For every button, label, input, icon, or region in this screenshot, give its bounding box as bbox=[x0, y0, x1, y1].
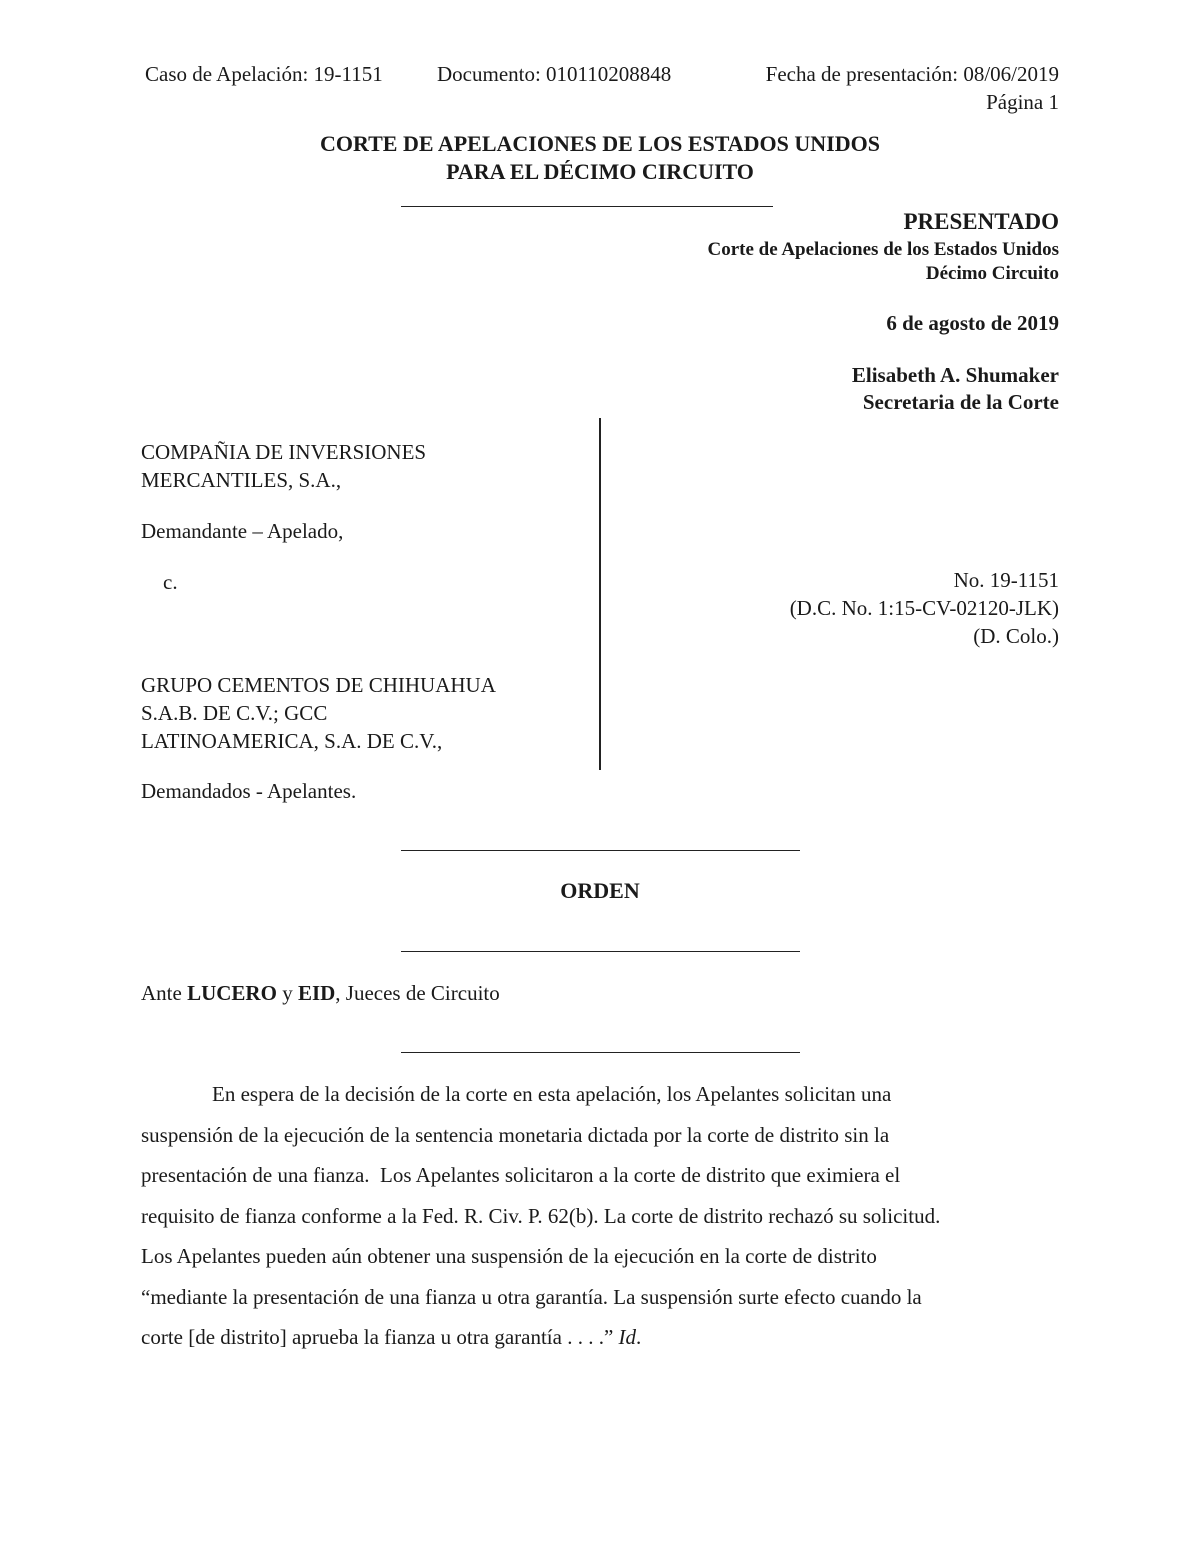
defendant-line1: GRUPO CEMENTOS DE CHIHUAHUA bbox=[141, 673, 496, 697]
judge-lucero: LUCERO bbox=[187, 981, 277, 1005]
page-number: Página 1 bbox=[986, 90, 1059, 114]
order-bottom-divider bbox=[401, 951, 800, 952]
panel-judges bbox=[141, 981, 500, 1006]
document-number-header: Documento: 010110208848 bbox=[437, 62, 672, 86]
clerk-name: Elisabeth A. Shumaker bbox=[851, 363, 1059, 387]
paragraph-line: presentación de una fianza. Los Apelantes solicitaron a la corte de distrito que eximiera el bbox=[141, 1163, 901, 1187]
title-divider bbox=[401, 206, 773, 207]
plaintiff-name bbox=[141, 438, 426, 494]
judges-divider bbox=[401, 1052, 800, 1053]
court-title-line2: PARA EL DÉCIMO CIRCUITO bbox=[446, 159, 754, 184]
case-number: No. 19-1151 bbox=[953, 568, 1059, 592]
case-number-header: Caso de Apelación: 19-1151 bbox=[145, 62, 383, 86]
filed-circuit: Décimo Circuito bbox=[925, 263, 1059, 284]
filed-label: PRESENTADO bbox=[903, 209, 1059, 234]
order-top-divider bbox=[401, 850, 800, 851]
defendant-role: Demandados - Apelantes. bbox=[141, 779, 357, 803]
judges-and: y bbox=[276, 981, 298, 1005]
plaintiff-line2: MERCANTILES, S.A., bbox=[141, 468, 342, 492]
filed-date: 6 de agosto de 2019 bbox=[886, 311, 1059, 335]
case-info bbox=[790, 566, 1059, 650]
defendant-line2: S.A.B. DE C.V.; GCC bbox=[141, 701, 328, 725]
versus: c. bbox=[163, 570, 178, 594]
paragraph-line: Los Apelantes pueden aún obtener una suspensión de la ejecución en la corte de distrito bbox=[141, 1244, 877, 1268]
court-title bbox=[0, 130, 1200, 186]
judges-prefix: Ante bbox=[141, 981, 188, 1005]
defendant-line3: LATINOAMERICA, S.A. DE C.V., bbox=[141, 729, 443, 753]
paragraph-line: requisito de fianza conforme a la Fed. R. Civ. P. 62(b). La corte de distrito rechazó su solicitud. bbox=[141, 1203, 941, 1228]
caption-vertical-divider bbox=[599, 418, 601, 770]
defendant-name bbox=[141, 671, 496, 755]
order-title: ORDEN bbox=[560, 878, 640, 903]
paragraph-end: . bbox=[636, 1325, 642, 1349]
district-case-number: (D.C. No. 1:15-CV-02120-JLK) bbox=[789, 596, 1059, 620]
judge-eid: EID bbox=[297, 981, 336, 1005]
paragraph-line: suspensión de la ejecución de la sentencia monetaria dictada por la corte de distrito sin la bbox=[141, 1122, 890, 1147]
filed-date-header: Fecha de presentación: 08/06/2019 bbox=[765, 62, 1059, 86]
filed-court: Corte de Apelaciones de los Estados Unidos bbox=[707, 239, 1059, 260]
court-title-line1: CORTE DE APELACIONES DE LOS ESTADOS UNIDOS bbox=[320, 131, 880, 156]
judges-suffix: , Jueces de Circuito bbox=[335, 981, 500, 1005]
paragraph-line: corte [de distrito] aprueba la fianza u otra garantía . . . .” bbox=[141, 1325, 619, 1349]
order-paragraph bbox=[141, 1074, 1061, 1358]
paragraph-line: “mediante la presentación de una fianza u otra garantía. La suspensión surte efecto cuando la bbox=[141, 1284, 922, 1309]
plaintiff-line1: COMPAÑIA DE INVERSIONES bbox=[141, 440, 427, 464]
clerk-title: Secretaria de la Corte bbox=[862, 390, 1059, 414]
district-court: (D. Colo.) bbox=[973, 624, 1059, 648]
citation-id: Id bbox=[618, 1325, 637, 1349]
plaintiff-role: Demandante – Apelado, bbox=[141, 519, 344, 543]
paragraph-line: En espera de la decisión de la corte en esta apelación, los Apelantes solicitan una bbox=[212, 1082, 892, 1106]
